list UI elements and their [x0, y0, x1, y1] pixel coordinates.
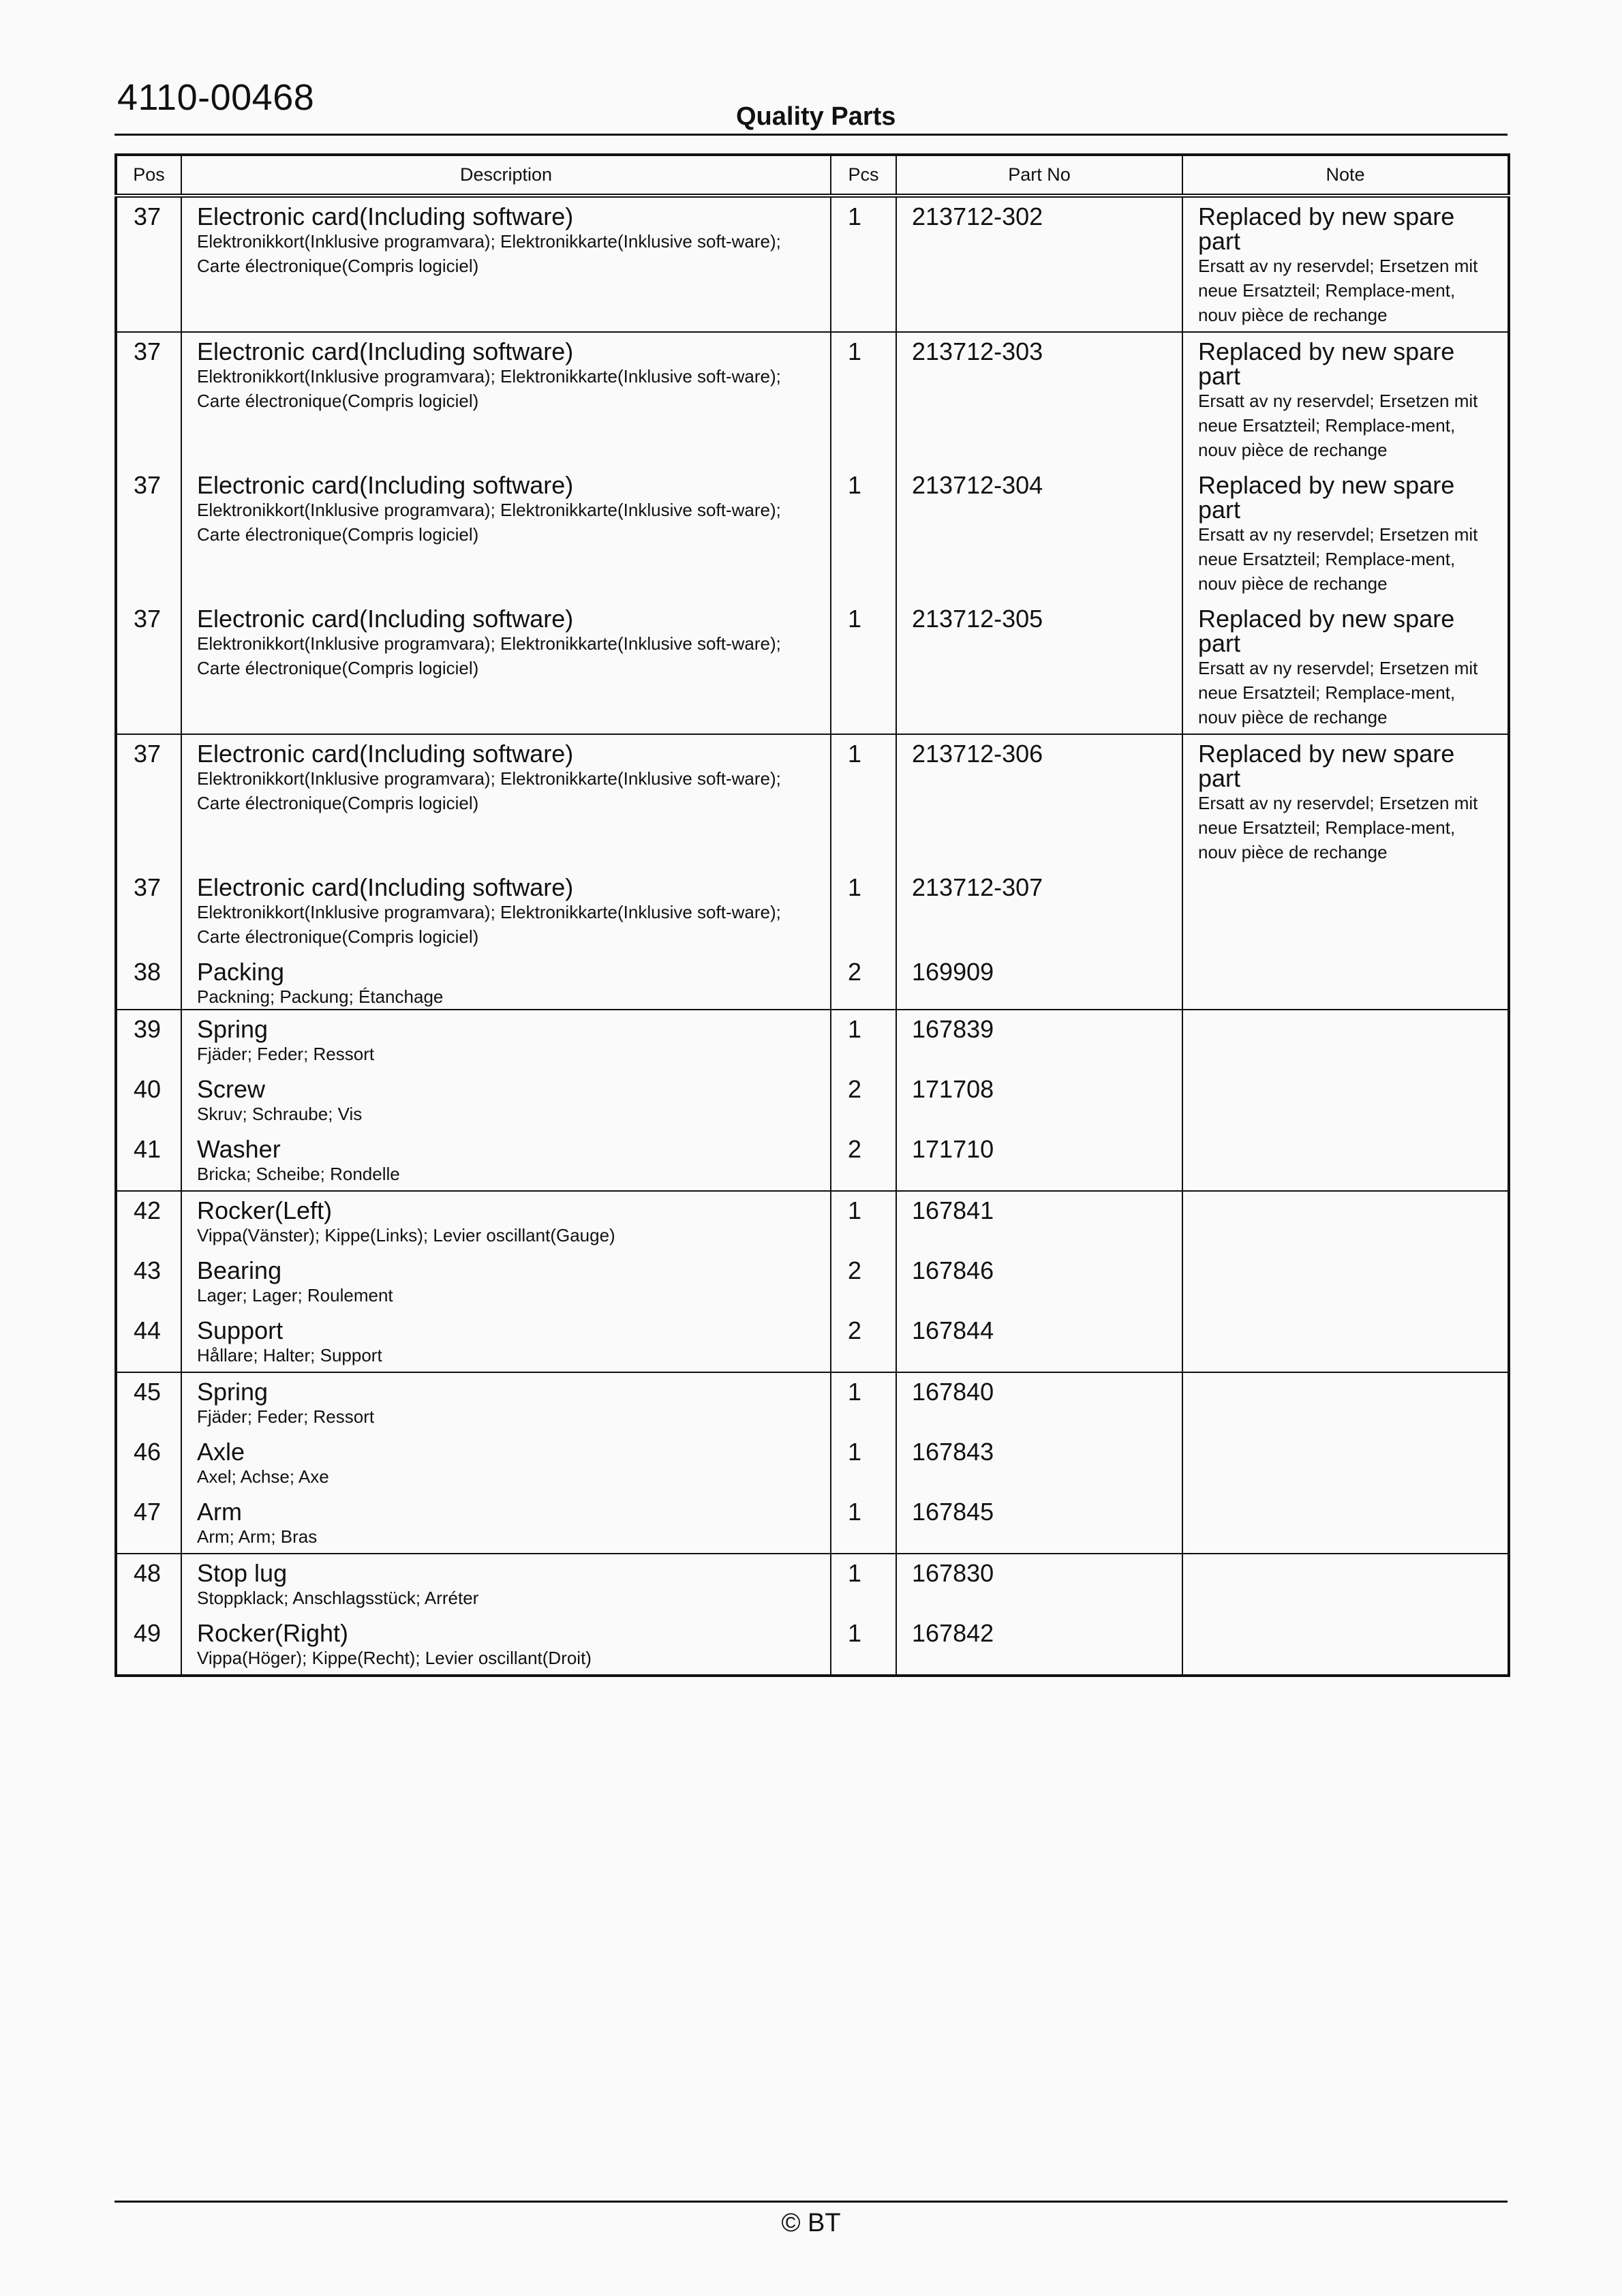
pos-cell: 37: [134, 337, 162, 365]
description-translations: Arm; Arm; Bras: [197, 1526, 318, 1547]
pos-cell: 48: [134, 1559, 162, 1587]
pos-cell: 42: [134, 1196, 162, 1224]
pos-cell: 37: [134, 202, 162, 230]
part-number-cell: 167840: [912, 1378, 994, 1406]
table-row: [116, 1312, 1509, 1372]
pcs-cell: 1: [848, 873, 862, 901]
pos-cell: 37: [134, 605, 162, 633]
page-title: Quality Parts: [736, 102, 896, 131]
parts-table: [114, 153, 1510, 1677]
description-main: Electronic card(Including software): [197, 202, 574, 230]
description-main: Spring: [197, 1378, 269, 1406]
pcs-cell: 1: [848, 1015, 862, 1043]
description-main: Arm: [197, 1498, 242, 1526]
pos-cell: 40: [134, 1075, 162, 1103]
column-header-note: Note: [1182, 155, 1509, 196]
part-number-cell: 167842: [912, 1619, 994, 1647]
table-row: [116, 332, 1509, 466]
description-main: Washer: [197, 1135, 281, 1163]
pcs-cell: 2: [848, 958, 862, 986]
description-main: Stop lug: [197, 1559, 288, 1587]
description-main: Electronic card(Including software): [197, 605, 574, 633]
table-row: [116, 1493, 1509, 1554]
description-translations: Axel; Achse; Axe: [197, 1466, 329, 1487]
description-main: Axle: [197, 1438, 245, 1466]
table-row: [116, 1372, 1509, 1433]
note-main: Replaced by new spare part: [1198, 337, 1455, 390]
description-translations: Elektronikkort(Inklusive programvara); Elektronikkarte(Inklusive soft-ware); Carte électronique(Compris logiciel): [197, 500, 781, 545]
description-translations: Stoppklack; Anschlagsstück; Arréter: [197, 1588, 479, 1608]
part-number-cell: 167846: [912, 1256, 994, 1284]
part-number-cell: 167843: [912, 1438, 994, 1466]
pcs-cell: 1: [848, 1378, 862, 1406]
pos-cell: 37: [134, 740, 162, 768]
pos-cell: 44: [134, 1316, 162, 1344]
header-divider: [114, 134, 1508, 136]
table-row: [116, 1191, 1509, 1252]
description-translations: Elektronikkort(Inklusive programvara); Elektronikkarte(Inklusive soft-ware); Carte électronique(Compris logiciel): [197, 366, 781, 411]
part-number-cell: 171708: [912, 1075, 994, 1103]
part-number-cell: 213712-302: [912, 202, 1043, 230]
pcs-cell: 1: [848, 1498, 862, 1526]
part-number-cell: 213712-305: [912, 605, 1043, 633]
part-number-cell: 213712-307: [912, 873, 1043, 901]
part-number-cell: 169909: [912, 958, 994, 986]
note-main: Replaced by new spare part: [1198, 740, 1455, 792]
pcs-cell: 1: [848, 471, 862, 499]
table-row: [116, 1070, 1509, 1130]
pcs-cell: 1: [848, 1438, 862, 1466]
note-translations: Ersatt av ny reservdel; Ersetzen mit neue Ersatzteil; Remplace-ment, nouv pièce de rechange: [1198, 658, 1478, 727]
description-translations: Fjäder; Feder; Ressort: [197, 1044, 375, 1064]
note-translations: Ersatt av ny reservdel; Ersetzen mit neue Ersatzteil; Remplace-ment, nouv pièce de rechange: [1198, 793, 1478, 862]
pos-cell: 47: [134, 1498, 162, 1526]
pos-cell: 39: [134, 1015, 162, 1043]
column-header-description: Description: [181, 155, 831, 196]
table-row: [116, 1614, 1509, 1676]
footer-divider: [114, 2201, 1508, 2203]
description-translations: Hållare; Halter; Support: [197, 1345, 382, 1365]
pos-cell: 38: [134, 958, 162, 986]
pcs-cell: 1: [848, 1559, 862, 1587]
description-translations: Skruv; Schraube; Vis: [197, 1104, 363, 1124]
part-number-cell: 167841: [912, 1196, 994, 1224]
pcs-cell: 2: [848, 1316, 862, 1344]
description-main: Electronic card(Including software): [197, 337, 574, 365]
table-row: [116, 1252, 1509, 1312]
description-translations: Elektronikkort(Inklusive programvara); Elektronikkarte(Inklusive soft-ware); Carte électronique(Compris logiciel): [197, 633, 781, 678]
table-row: [116, 466, 1509, 600]
description-main: Electronic card(Including software): [197, 740, 574, 768]
description-translations: Vippa(Höger); Kippe(Recht); Levier oscillant(Droit): [197, 1648, 592, 1668]
description-main: Packing: [197, 958, 285, 986]
table-header-row: [116, 155, 1509, 196]
table-row: [116, 1010, 1509, 1070]
column-header-pcs: Pcs: [831, 155, 896, 196]
copyright: © BT: [781, 2209, 841, 2237]
table-row: [116, 868, 1509, 953]
part-number-cell: 213712-304: [912, 471, 1043, 499]
description-main: Rocker(Left): [197, 1196, 333, 1224]
note-translations: Ersatt av ny reservdel; Ersetzen mit neue Ersatzteil; Remplace-ment, nouv pièce de rechange: [1198, 256, 1478, 325]
description-main: Spring: [197, 1015, 269, 1043]
part-number-cell: 171710: [912, 1135, 994, 1163]
part-number-cell: 167845: [912, 1498, 994, 1526]
description-translations: Elektronikkort(Inklusive programvara); Elektronikkarte(Inklusive soft-ware); Carte électronique(Compris logiciel): [197, 902, 781, 947]
pos-cell: 49: [134, 1619, 162, 1647]
column-header-part-no: Part No: [896, 155, 1182, 196]
description-translations: Packning; Packung; Étanchage: [197, 986, 444, 1007]
pcs-cell: 2: [848, 1256, 862, 1284]
pcs-cell: 2: [848, 1075, 862, 1103]
pcs-cell: 1: [848, 740, 862, 768]
column-header-pos: Pos: [116, 155, 181, 196]
description-translations: Vippa(Vänster); Kippe(Links); Levier oscillant(Gauge): [197, 1225, 615, 1245]
pos-cell: 46: [134, 1438, 162, 1466]
pcs-cell: 2: [848, 1135, 862, 1163]
table-row: [116, 1433, 1509, 1493]
description-translations: Elektronikkort(Inklusive programvara); Elektronikkarte(Inklusive soft-ware); Carte électronique(Compris logiciel): [197, 231, 781, 276]
pos-cell: 45: [134, 1378, 162, 1406]
pos-cell: 41: [134, 1135, 162, 1163]
description-main: Support: [197, 1316, 284, 1344]
part-number-cell: 167839: [912, 1015, 994, 1043]
description-translations: Elektronikkort(Inklusive programvara); Elektronikkarte(Inklusive soft-ware); Carte électronique(Compris logiciel): [197, 768, 781, 813]
note-translations: Ersatt av ny reservdel; Ersetzen mit neue Ersatzteil; Remplace-ment, nouv pièce de rechange: [1198, 524, 1478, 594]
part-number-cell: 213712-303: [912, 337, 1043, 365]
table-row: [116, 953, 1509, 1010]
pos-cell: 43: [134, 1256, 162, 1284]
document-number: 4110-00468: [117, 77, 315, 118]
table-row: [116, 1554, 1509, 1614]
table-row: [116, 1130, 1509, 1191]
table-row: [116, 196, 1509, 332]
part-number-cell: 213712-306: [912, 740, 1043, 768]
note-translations: Ersatt av ny reservdel; Ersetzen mit neue Ersatzteil; Remplace-ment, nouv pièce de rechange: [1198, 391, 1478, 460]
description-translations: Bricka; Scheibe; Rondelle: [197, 1164, 400, 1184]
note-main: Replaced by new spare part: [1198, 202, 1455, 255]
description-main: Electronic card(Including software): [197, 873, 574, 901]
pcs-cell: 1: [848, 1196, 862, 1224]
description-main: Rocker(Right): [197, 1619, 349, 1647]
pcs-cell: 1: [848, 1619, 862, 1647]
description-translations: Lager; Lager; Roulement: [197, 1285, 393, 1305]
description-main: Screw: [197, 1075, 266, 1103]
description-main: Electronic card(Including software): [197, 471, 574, 499]
pcs-cell: 1: [848, 202, 862, 230]
table-row: [116, 600, 1509, 734]
table-row: [116, 734, 1509, 868]
pos-cell: 37: [134, 873, 162, 901]
pcs-cell: 1: [848, 605, 862, 633]
part-number-cell: 167844: [912, 1316, 994, 1344]
note-main: Replaced by new spare part: [1198, 605, 1455, 657]
note-main: Replaced by new spare part: [1198, 471, 1455, 524]
description-translations: Fjäder; Feder; Ressort: [197, 1406, 375, 1427]
description-main: Bearing: [197, 1256, 282, 1284]
pos-cell: 37: [134, 471, 162, 499]
part-number-cell: 167830: [912, 1559, 994, 1587]
pcs-cell: 1: [848, 337, 862, 365]
